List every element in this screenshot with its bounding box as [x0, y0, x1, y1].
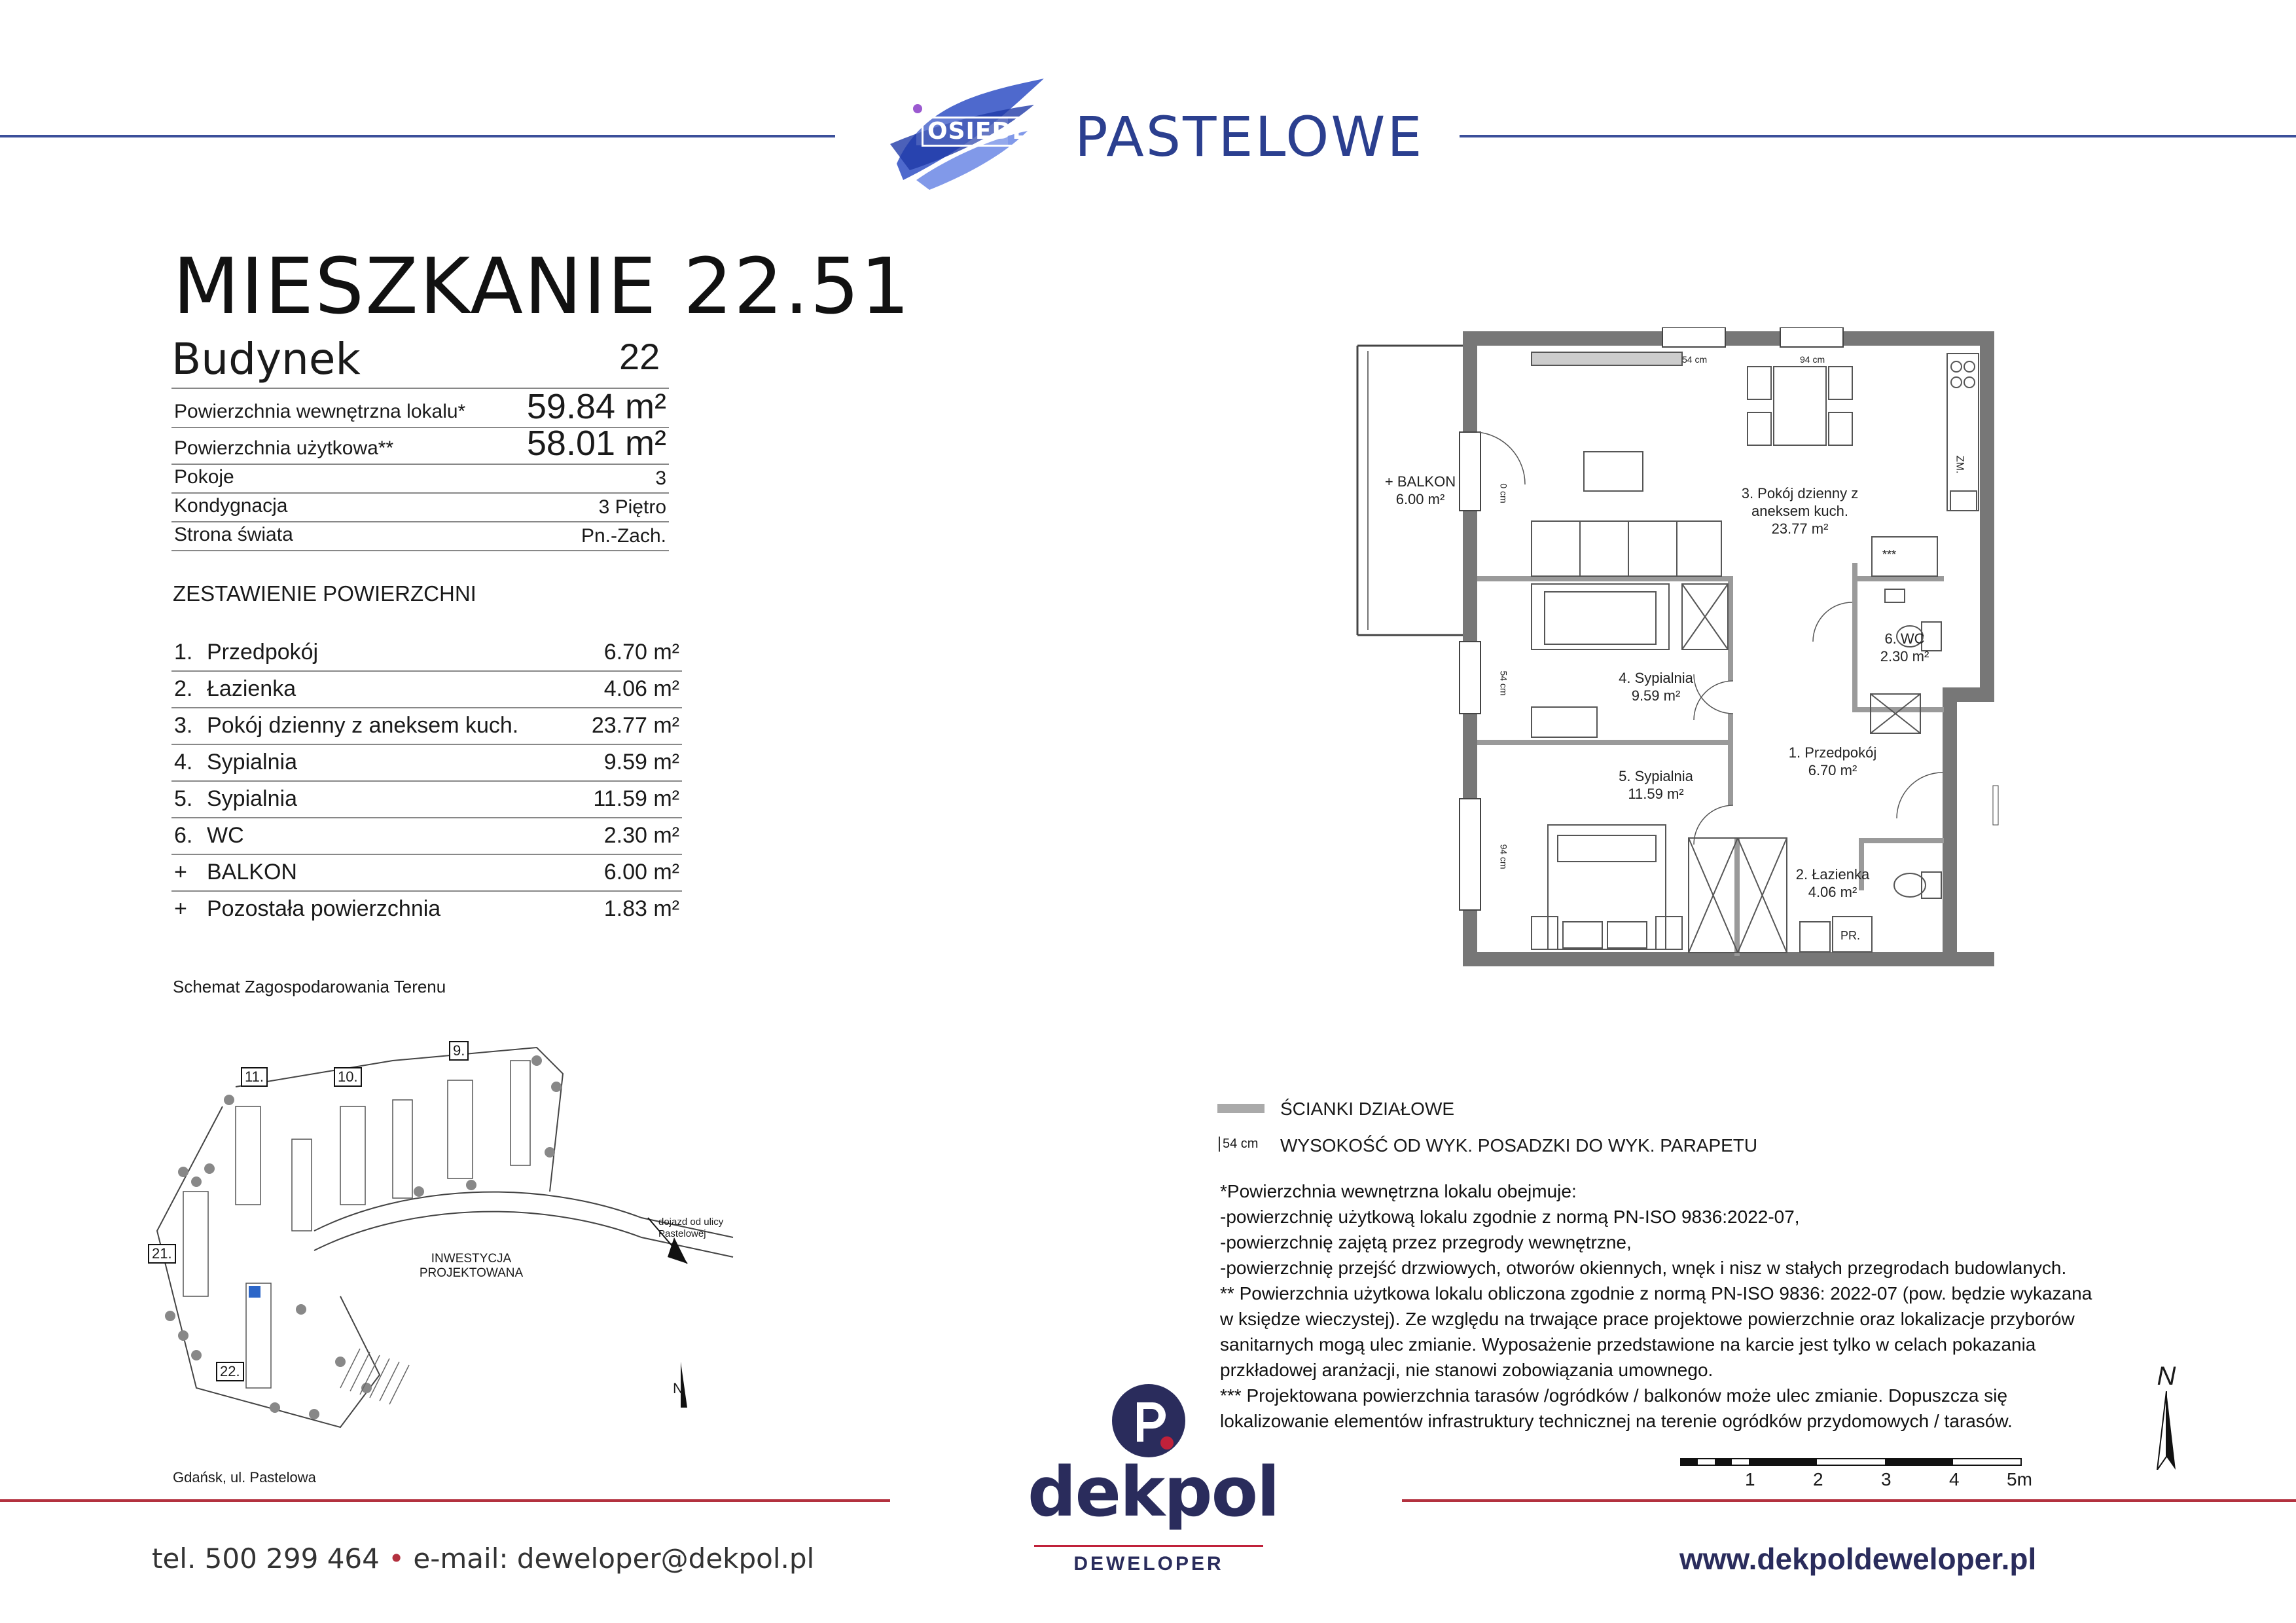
room-row-area: 6.00 m² [603, 860, 679, 884]
note-line: w księdze wieczystej). Ze względu na trwające prace projektowe powierzchnie oraz lokalizacje przyborów [1220, 1309, 2075, 1329]
building-value: 22 [619, 336, 660, 377]
room-row-num: 3. [174, 713, 193, 738]
room-row-name: Pokój dzienny z aneksem kuch. [207, 713, 519, 738]
footer-email[interactable]: e-mail: deweloper@dekpol.pl [413, 1542, 815, 1575]
plan-room-bathroom [1793, 866, 1872, 901]
plan-room-wc [1872, 630, 1937, 665]
info-row-label: Strona świata [174, 524, 293, 545]
room-row-name: Sypialnia [207, 750, 297, 775]
summary-title: ZESTAWIENIE POWIERZCHNI [173, 581, 476, 606]
site-location: Gdańsk, ul. Pastelowa [173, 1469, 316, 1486]
header-line-left [0, 135, 835, 137]
info-row-label: Kondygnacja [174, 495, 288, 517]
room-row-name: Łazienka [207, 676, 296, 701]
notes-block [1220, 1178, 2136, 1434]
legend-sill-sample: 54 cm [1219, 1137, 1258, 1152]
room-row [171, 634, 682, 672]
note-line: *** Projektowana powierzchnia tarasów /ogródków / balkonów może ulec zmianie. Dopuszcza się [1220, 1385, 2008, 1406]
scale-bar [1679, 1457, 2032, 1510]
info-row [171, 521, 669, 551]
site-plan-map [144, 1021, 772, 1453]
plan-room-balkon-name: + BALKON [1384, 473, 1456, 490]
room-row [171, 890, 682, 927]
dekpol-wordmark: dekpol [1028, 1452, 1279, 1532]
room-row [171, 780, 682, 818]
dekpol-logo [1028, 1381, 1279, 1584]
note-line: *Powierzchnia wewnętrzna lokalu obejmuje: [1220, 1181, 1577, 1201]
legend-wall-swatch [1217, 1104, 1265, 1113]
footer-line-right [1402, 1499, 2296, 1502]
room-row-area: 11.59 m² [593, 786, 679, 811]
info-row-value: 3 [655, 467, 666, 489]
plan-room-balkon [1381, 473, 1460, 508]
footer-bullet: • [388, 1542, 405, 1575]
plan-room-living-name: 3. Pokój dzienny z aneksem kuch. [1741, 485, 1859, 519]
room-row-area: 6.70 m² [603, 640, 679, 665]
room-row-num: + [174, 896, 187, 921]
plan-room-wc-name: 6. WC [1884, 630, 1925, 647]
plan-room-bedroom5-name: 5. Sypialnia [1619, 768, 1693, 784]
room-row-num: 4. [174, 750, 193, 775]
room-row-num: 5. [174, 786, 193, 811]
note-line: lokalizowanie elementów infrastruktury technicznej na terenie ogródków przydomowych / tarasów. [1220, 1411, 2013, 1431]
info-row [171, 492, 669, 522]
plan-room-bedroom4-area: 9.59 m² [1631, 687, 1681, 704]
room-row-name: Pozostała powierzchnia [207, 896, 441, 921]
plan-dim-1: 54 cm [1682, 354, 1708, 365]
scale-tick-4: 4 [1949, 1469, 1960, 1489]
footer-phone[interactable]: tel. 500 299 464 [152, 1542, 380, 1575]
legend-walls-text: ŚCIANKI DZIAŁOWE [1280, 1099, 1455, 1119]
site-north-label: N [673, 1380, 683, 1396]
header-line-right [1460, 135, 2296, 137]
plan-room-bedroom4 [1604, 669, 1708, 704]
info-row-value: Pn.-Zach. [581, 525, 666, 547]
info-row-value: 3 Piętro [598, 496, 666, 518]
site-project-label: INWESTYCJA PROJEKTOWANA [419, 1252, 524, 1280]
plan-room-bedroom5 [1604, 767, 1708, 803]
room-row-num: 6. [174, 823, 193, 848]
plan-room-bathroom-name: 2. Łazienka [1795, 866, 1870, 883]
room-row-area: 1.83 m² [603, 896, 679, 921]
plan-room-bedroom4-name: 4. Sypialnia [1619, 670, 1693, 686]
plan-room-bedroom5-area: 11.59 m² [1628, 786, 1684, 802]
info-row-label: Powierzchnia użytkowa** [174, 437, 394, 459]
room-row-area: 4.06 m² [603, 676, 679, 701]
footer-website[interactable]: www.dekpoldeweloper.pl [1679, 1542, 2037, 1576]
site-access-label: dojazd od ulicy Pastelowej [658, 1216, 724, 1239]
north-label: N [2157, 1362, 2176, 1391]
note-line: -powierzchnię przejść drzwiowych, otworów okiennych, wnęk i nisz w stałych przegrodach budowlanych. [1220, 1258, 2067, 1278]
site-building-22: 22. [216, 1362, 244, 1381]
info-row [171, 464, 669, 494]
info-row-value: 58.01 m² [526, 424, 666, 463]
plan-stove-mark: *** [1882, 548, 1897, 561]
notes-list [1220, 1178, 2136, 1434]
room-row [171, 854, 682, 892]
plan-room-living-area: 23.77 m² [1771, 520, 1829, 537]
room-row [171, 744, 682, 782]
plan-room-balkon-area: 6.00 m² [1395, 491, 1445, 507]
note-line: -powierzchnię zajętą przez przegrody wewnętrzne, [1220, 1232, 1632, 1252]
room-row [171, 817, 682, 855]
room-row-name: WC [207, 823, 244, 848]
room-row-name: Przedpokój [207, 640, 319, 665]
room-row-area: 9.59 m² [603, 750, 679, 775]
footer-contact [152, 1542, 814, 1575]
plan-room-living [1715, 484, 1885, 538]
page-title: MIESZKANIE 22.51 [173, 241, 911, 331]
dekpol-logo-icon [1109, 1381, 1188, 1460]
osiedle-logo-text: OSIEDLE [922, 117, 1050, 147]
north-arrow [2147, 1362, 2186, 1473]
room-row-name: BALKON [207, 860, 297, 884]
plan-washer-label: PR. [1840, 929, 1861, 942]
note-line: przkładowej aranżacji, nie stanowi zobowiązania umownego. [1220, 1360, 1713, 1380]
plan-dim-5: 94 cm [1498, 844, 1509, 869]
note-line: -powierzchnię użytkową lokalu zgodnie z normą PN-ISO 9836:2022-07, [1220, 1207, 1800, 1227]
plan-room-hall-name: 1. Przedpokój [1788, 744, 1877, 761]
room-row [171, 670, 682, 708]
info-row-value: 59.84 m² [526, 387, 666, 426]
room-row-name: Sypialnia [207, 786, 297, 811]
scale-tick-1: 1 [1745, 1469, 1755, 1489]
site-building-21: 21. [148, 1244, 176, 1264]
note-line: sanitarnych mogą ulec zmianie. Wyposażenie przedstawione na karcie jest tylko w celach pokazania [1220, 1334, 2036, 1355]
building-label: Budynek [171, 334, 361, 384]
note-line: ** Powierzchnia użytkowa lokalu obliczona zgodnie z normą PN-ISO 9836: 2022-07 (pow. będzie wykazana [1220, 1283, 2092, 1304]
info-row [171, 424, 669, 465]
site-building-10: 10. [334, 1067, 362, 1087]
room-row-num: 2. [174, 676, 193, 701]
plan-room-wc-area: 2.30 m² [1880, 648, 1929, 665]
plan-room-hall-area: 6.70 m² [1808, 762, 1857, 778]
scale-tick-2: 2 [1813, 1469, 1823, 1489]
brand-name: PASTELOWE [1075, 105, 1424, 169]
plan-room-bathroom-area: 4.06 m² [1808, 884, 1857, 900]
site-plan-title: Schemat Zagospodarowania Terenu [173, 977, 446, 996]
room-row-area: 2.30 m² [603, 823, 679, 848]
scale-tick-3: 3 [1881, 1469, 1892, 1489]
plan-room-hall [1787, 744, 1878, 779]
dekpol-divider [1034, 1545, 1263, 1547]
floor-plan [1348, 327, 2003, 976]
room-row [171, 707, 682, 745]
legend-sill-text: WYSOKOŚĆ OD WYK. POSADZKI DO WYK. PARAPETU [1280, 1135, 1758, 1156]
plan-dim-3: 0 cm [1498, 483, 1509, 503]
osiedle-logo [877, 65, 1060, 196]
site-building-9: 9. [449, 1041, 469, 1061]
plan-dim-4: 54 cm [1498, 670, 1509, 696]
info-row-label: Pokoje [174, 466, 234, 488]
scale-tick-5: 5m [2007, 1469, 2032, 1489]
room-row-num: + [174, 860, 187, 884]
dekpol-sub: DEWELOPER [1073, 1553, 1224, 1575]
info-row-label: Powierzchnia wewnętrzna lokalu* [174, 401, 466, 422]
site-building-11: 11. [241, 1067, 268, 1087]
plan-dim-2: 94 cm [1800, 354, 1825, 365]
plan-fridge-label: ZM. [1954, 455, 1965, 474]
footer-line-left [0, 1499, 890, 1502]
room-row-num: 1. [174, 640, 193, 665]
room-row-area: 23.77 m² [591, 713, 679, 738]
